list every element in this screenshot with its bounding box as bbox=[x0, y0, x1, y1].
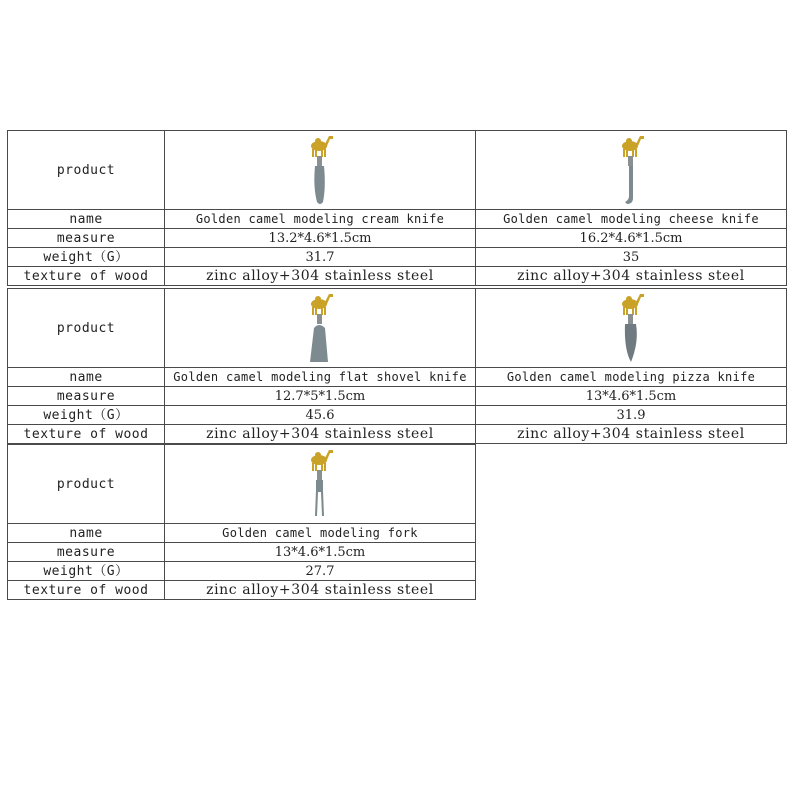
texture-label: texture of wood bbox=[8, 581, 165, 600]
camel-cream-knife-icon bbox=[300, 132, 340, 208]
camel-fork-icon bbox=[300, 446, 340, 522]
measure-label: measure bbox=[8, 229, 165, 248]
product-weight: 31.7 bbox=[165, 248, 476, 267]
measure-label: measure bbox=[8, 387, 165, 406]
product-measure: 13.2*4.6*1.5cm bbox=[165, 229, 476, 248]
name-label: name bbox=[8, 210, 165, 229]
weight-label: weight（G） bbox=[8, 406, 165, 425]
product-measure: 16.2*4.6*1.5cm bbox=[476, 229, 787, 248]
product-label: product bbox=[8, 289, 165, 368]
name-label: name bbox=[8, 368, 165, 387]
weight-label: weight（G） bbox=[8, 248, 165, 267]
name-label: name bbox=[8, 524, 165, 543]
product-texture: zinc alloy+304 stainless steel bbox=[476, 267, 787, 286]
product-name: Golden camel modeling fork bbox=[165, 524, 476, 543]
texture-label: texture of wood bbox=[8, 425, 165, 444]
texture-label: texture of wood bbox=[8, 267, 165, 286]
product-image-cell bbox=[476, 289, 787, 368]
product-weight: 45.6 bbox=[165, 406, 476, 425]
product-image-cell bbox=[165, 289, 476, 368]
product-image-cell bbox=[165, 445, 476, 524]
product-weight: 31.9 bbox=[476, 406, 787, 425]
product-texture: zinc alloy+304 stainless steel bbox=[476, 425, 787, 444]
camel-pizza-knife-icon bbox=[611, 290, 651, 366]
spec-table-block-2 bbox=[7, 288, 787, 444]
product-weight: 27.7 bbox=[165, 562, 476, 581]
product-measure: 13*4.6*1.5cm bbox=[165, 543, 476, 562]
camel-flat-shovel-knife-icon bbox=[300, 290, 340, 366]
product-label: product bbox=[8, 131, 165, 210]
product-weight: 35 bbox=[476, 248, 787, 267]
product-name: Golden camel modeling flat shovel knife bbox=[165, 368, 476, 387]
product-measure: 12.7*5*1.5cm bbox=[165, 387, 476, 406]
product-texture: zinc alloy+304 stainless steel bbox=[165, 581, 476, 600]
product-image-cell bbox=[165, 131, 476, 210]
product-measure: 13*4.6*1.5cm bbox=[476, 387, 787, 406]
spec-table-block-1 bbox=[7, 130, 787, 286]
product-name: Golden camel modeling cream knife bbox=[165, 210, 476, 229]
product-image-cell bbox=[476, 131, 787, 210]
product-texture: zinc alloy+304 stainless steel bbox=[165, 267, 476, 286]
product-texture: zinc alloy+304 stainless steel bbox=[165, 425, 476, 444]
measure-label: measure bbox=[8, 543, 165, 562]
weight-label: weight（G） bbox=[8, 562, 165, 581]
spec-table-block-3 bbox=[7, 444, 476, 600]
camel-cheese-knife-icon bbox=[611, 132, 651, 208]
product-label: product bbox=[8, 445, 165, 524]
product-name: Golden camel modeling pizza knife bbox=[476, 368, 787, 387]
product-name: Golden camel modeling cheese knife bbox=[476, 210, 787, 229]
